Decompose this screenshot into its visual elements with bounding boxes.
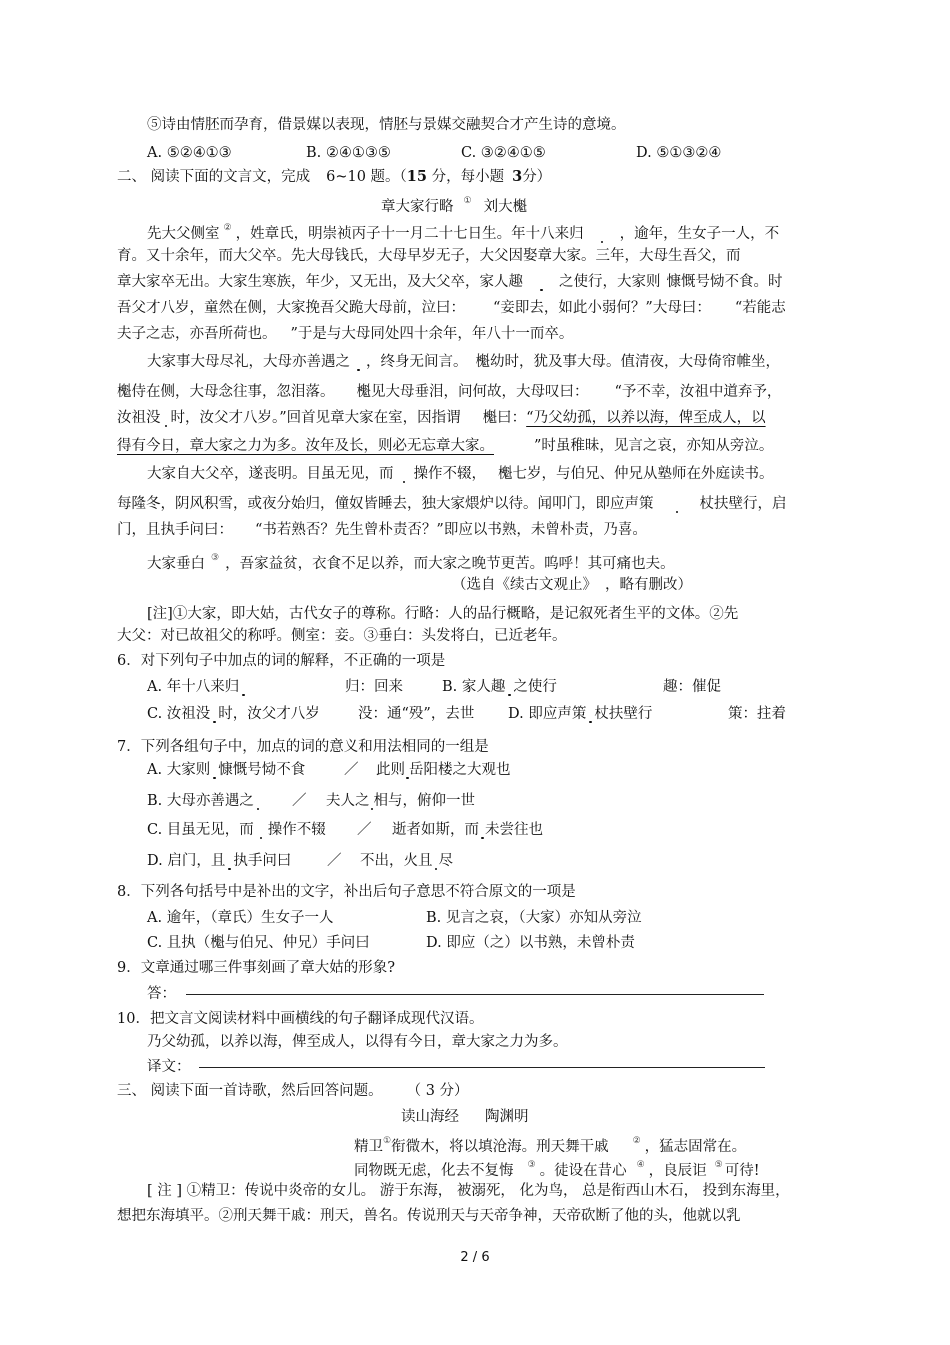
poem-note-line: 想把东海填平。②刑天舞干戚：刑天，兽名。传说刑天与天帝争神，天帝砍断了他的头，他就以乳 <box>117 1208 741 1224</box>
option-c: C. ③②④①⑤ <box>461 145 546 161</box>
passage-line: 夫子之志，亦吾所荷也。 ”于是与大母同处四十余年，年八十一而卒。 <box>117 326 574 342</box>
question-6-stem: 6．对下列句子中加点的词的解释，不正确的一项是 <box>117 653 446 669</box>
passage-line: 大家事大母尽礼，大母亦善遇之 ，终身无间言。 櫆幼时，犹及事大母。值清夜，大母倚帘帷坐， <box>147 354 780 370</box>
section-2-heading: 二、 阅读下面的文言文，完成 6~10 题。（15 分，每小题 3分） <box>117 168 552 185</box>
passage-line: 门，且执手问曰： “书若熟否？先生曾朴责否？”即应以书熟，未曾朴责，乃喜。 <box>117 522 647 538</box>
option-a: A. 年十八来归 <box>147 679 240 695</box>
passage-line: 汝祖没 时，汝父才八岁。”回首见章大家在室，因指谓 櫆曰：“乃父幼孤，以养以海，俾至成人，以 <box>117 410 766 426</box>
item-5-text: ⑤诗由情胚而孕育，借景媒以表现，情胚与景媒交融契合才产生诗的意境。 <box>147 117 626 133</box>
passage-line: 得有今日，章大家之力为多。汝年及长，则必无忘章大家。 ”时虽稚昧，见言之哀，亦知从旁泣。 <box>117 438 774 454</box>
passage-line: 先大父侧室 ② ，姓章氏，明崇祯丙子十一月二十七日生。年十八来归 ，逾年，生女子一人，不 <box>147 223 780 242</box>
option-d: D. 即应声策 <box>508 706 587 722</box>
passage-line: 吾父才八岁，童然在侧，大家挽吾父跪大母前，泣曰： “妾即去，如此小弱何？”大母曰： “若能志 <box>117 300 786 316</box>
option-a: A. 逾年，（章氏）生女子一人 <box>147 910 334 926</box>
option-a: A. ⑤②④①③ <box>147 145 232 161</box>
question-10-answer: 译文： <box>147 1057 765 1077</box>
question-8-stem: 8．下列各句括号中是补出的文字，补出后句子意思不符合原文的一项是 <box>117 884 576 900</box>
poem-title: 读山海经 陶渊明 <box>401 1109 529 1125</box>
passage-line: 育。又十余年，而大父卒。先大母钱氏，大母早岁无子，大父因娶章大家。三年，大母生吾父，而 <box>117 248 741 264</box>
option-b: B. 见言之哀，（大家）亦知从旁泣 <box>426 910 642 926</box>
passage-source: （选自《续古文观止》 ，略有删改） <box>452 577 692 593</box>
poem-note-line: [ 注 ] ①精卫：传说中炎帝的女儿。 游于东海， 被溺死， 化为鸟， 总是衔西山木石， 投到东海里， <box>147 1183 790 1199</box>
poem-author: 陶渊明 <box>485 1109 529 1125</box>
page-number: 2 / 6 <box>460 1250 490 1265</box>
question-7-stem: 7．下列各组句子中，加点的词的意义和用法相同的一组是 <box>117 739 489 755</box>
option-b: B. ②④①③⑤ <box>306 145 391 161</box>
passage-title: 章大家行略 ① 刘大櫆 <box>381 196 528 215</box>
underlined-sentence: “乃父幼孤，以养以海，俾至成人，以 <box>526 410 766 426</box>
option-b: B. 家人趣 <box>442 679 506 695</box>
option-d: D. 即应（之）以书熟，未曾朴责 <box>426 935 635 951</box>
underlined-sentence: 得有今日，章大家之力为多。汝年及长，则必无忘章大家。 <box>117 438 494 454</box>
question-10-sentence: 乃父幼孤，以养以海，俾至成人，以得有今日，章大家之力为多。 <box>147 1034 568 1050</box>
passage-line: 章大家卒无出。大家生寒族，年少，又无出，及大父卒，家人趣 之使行，大家则 慷慨号恸不食。时 <box>117 274 783 290</box>
passage-line: 櫆侍在侧，大母念往事，忽泪落。 櫆见大母垂泪，问何故，大母叹曰： “予不幸，汝祖中道弃予， <box>117 384 782 400</box>
option-c: C. 汝祖没 <box>147 706 211 722</box>
option-d: D. ⑤①③②④ <box>636 145 722 161</box>
option-c: C. 且执（櫆与伯兄、仲兄）手问曰 <box>147 935 370 951</box>
question-10-stem: 10．把文言文阅读材料中画横线的句子翻译成现代汉语。 <box>117 1011 484 1027</box>
annotation-line: 大父：对已故祖父的称呼。侧室：妾。③垂白：头发将白，已近老年。 <box>117 628 567 644</box>
passage-line: 大家自大父卒，遂丧明。目虽无见，而 操作不辍， 櫆七岁，与伯兄、仲兄从塾师在外庭读书。 <box>147 466 774 482</box>
passage-line: 大家垂白 ③ ，吾家益贫，衣食不足以养，而大家之晚节更苦。呜呼！其可痛也夫。 <box>147 553 675 572</box>
question-9-answer: 答： <box>147 984 764 1004</box>
document-page: ⑤诗由情胚而孕育，借景媒以表现，情胚与景媒交融契合才产生诗的意境。 A. ⑤②④①③ B. ②④①③⑤ C. ③②④①⑤ D. ⑤①③②④ 二、 阅读下面的文言文，完成 6~10 题。（15 分，每小题 3分） 章大家行略 ① 刘大櫆 先大父侧室 ② ，姓章氏，明崇祯丙子十一月二十七日生。年十八来归 ，逾年，生女子一人，不 育。又十余年，而大父卒。先大母钱氏，大母早岁无子，大父因娶章大家。三年，大母生吾父，而 章大家卒无出。大家生寒族，年少，又无出，及大父卒，家人趣 之使行，大家则 慷慨号恸不食。时 吾父才八岁，童然在侧，大家挽吾父跪大母前，泣曰： “妾即去，如此小弱何？”大母曰： “若能志 夫子之志，亦吾所荷也。 ”于是与大母同处四十余年，年八十一而卒。 大家事大母尽礼，大母亦善遇之 ，终身无间言。 櫆幼时，犹及事大母。值清夜，大母倚帘帷坐， 櫆侍在侧，大母念往事，忽泪落。 櫆见大母垂泪，问何故，大母叹曰： “予不幸，汝祖中道弃予， 汝祖没 时，汝父才八岁。”回首见章大家在室，因指谓 櫆曰：“乃父幼孤，以养以海，俾至成人，以 得有今日，章大家之力为多。汝年及长，则必无忘章大家。 ”时虽稚昧，见言之哀，亦知从旁泣。 大家自大父卒，遂丧明。目虽无见，而 操作不辍， 櫆七岁，与伯兄、仲兄从塾师在外庭读书。 每隆冬，阴风积雪，或夜分始归，僮奴皆睡去，独大家煨炉以待。闻叩门，即应声策 杖扶壁行，启 门，且执手问曰： “书若熟否？先生曾朴责否？”即应以书熟，未曾朴责，乃喜。 大家垂白 ③ ，吾家益贫，衣食不足以养，而大家之晚节更苦。呜呼！其可痛也夫。 （选自《续古文观止》 ，略有删改） [注]①大家，即大姑，古代女子的尊称。行略：人的品行概略，是记叙死者生平的文体。②先 大父：对已故祖父的称呼。侧室：妾。③垂白：头发将白，已近老年。 6．对下列句子中加点的词的解释，不正确的一项是 A. 年十八来归 归：回来 B. 家人趣 之使行 趣：催促 C. 汝祖没 时，汝父才八岁 没：通“殁”，去世 D. 即应声策 杖扶壁行 策：拄着 7．下列各组句子中，加点的词的意义和用法相同的一组是 A. 大家则 慷慨号恸不食 ／ 此则 岳阳楼之大观也 B. 大母亦善遇之 ／ 夫人之 相与，俯仰一世 C. 目虽无见，而 操作不辍 ／ 逝者如斯，而 未尝往也 D. 启门，且 执手问曰 ／ 不出，火且 尽 8．下列各句括号中是补出的文字，补出后句子意思不符合原文的一项是 A. 逾年，（章氏）生女子一人 B. 见言之哀，（大家）亦知从旁泣 C. 且执（櫆与伯兄、仲兄）手问曰 D. 即应（之）以书熟，未曾朴责 9．文章通过哪三件事刻画了章大姑的形象? 答： 10．把文言文阅读材料中画横线的句子翻译成现代汉语。 乃父幼孤，以养以海，俾至成人，以得有今日，章大家之力为多。 译文： 三、 阅读下面一首诗歌，然后回答问题。 （ 3 分） 读山海经 陶渊明 精卫①衔微木，将以填沧海。刑天舞干戚 ② ，猛志固常在。 同物既无虑，化去不复悔 ③ 。徒设在昔心 ④ ，良辰讵 ⑤ 可待! [ 注 ] ①精卫：传说中炎帝的女儿。 游于东海， 被溺死， 化为鸟， 总是衔西山木石， 投到东海里， 想把东海填平。②刑天舞干戚：刑天，兽名。传说刑天与天帝争神，天帝砍断了他的头，他就以乳 2 / 6 <box>0 0 950 1345</box>
annotation-line: [注]①大家，即大姑，古代女子的尊称。行略：人的品行概略，是记叙死者生平的文体。②先 <box>147 606 739 622</box>
answer-line[interactable] <box>186 993 764 995</box>
question-9-stem: 9．文章通过哪三件事刻画了章大姑的形象? <box>117 960 395 976</box>
answer-line[interactable] <box>199 1066 765 1068</box>
section-3-heading: 三、 阅读下面一首诗歌，然后回答问题。 （ 3 分） <box>117 1083 469 1099</box>
poem-line: 精卫①衔微木，将以填沧海。刑天舞干戚 ② ，猛志固常在。 <box>354 1136 747 1155</box>
poem-line: 同物既无虑，化去不复悔 ③ 。徒设在昔心 ④ ，良辰讵 ⑤ 可待! <box>354 1160 760 1179</box>
passage-line: 每隆冬，阴风积雪，或夜分始归，僮奴皆睡去，独大家煨炉以待。闻叩门，即应声策 杖扶壁行，启 <box>117 496 787 512</box>
passage-author: 刘大櫆 <box>483 199 528 215</box>
